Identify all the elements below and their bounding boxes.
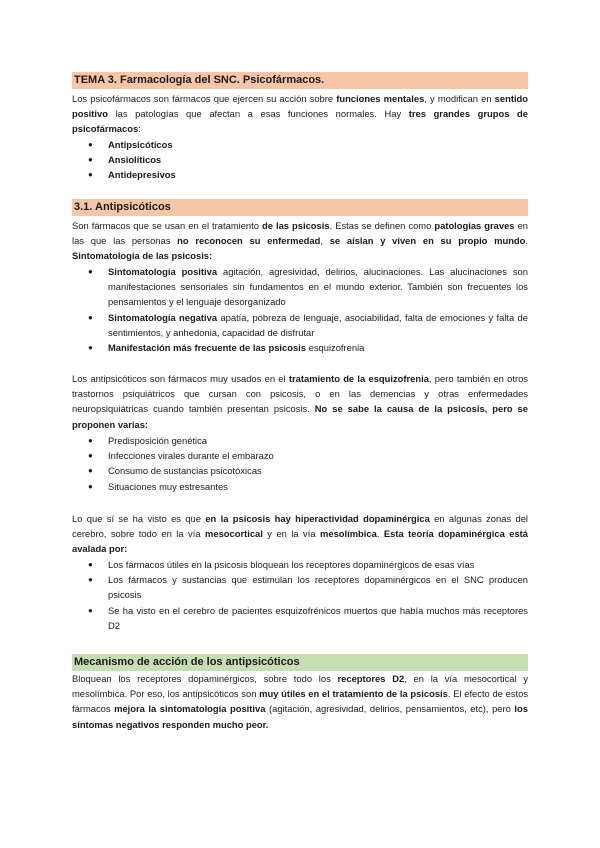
list-item: ● Manifestación más frecuente de las psicosis esquizofrenia <box>72 340 528 355</box>
list-item: ● Antidepresivos <box>72 167 528 182</box>
list-item: ● Ansiolíticos <box>72 152 528 167</box>
list-item: ● Predisposición genética <box>72 433 528 448</box>
list-item: ● Se ha visto en el cerebro de pacientes esquizofrénicos muertos que había muchos más receptores D2 <box>72 603 528 633</box>
causes-list <box>72 433 528 494</box>
symptoms-list <box>72 264 528 355</box>
list-item: ● Consumo de sustancias psicotóxicas <box>72 463 528 478</box>
list-item: ● Sintomatología negativa apatía, pobreza de lenguaje, asociabilidad, falta de emociones y falta de sentimientos, y anhedonia, capacidad de disfrutar <box>72 310 528 340</box>
evidence-list <box>72 557 528 633</box>
list-item: ● Sintomatología positiva agitación, agresividad, delirios, alucinaciones. Las alucinaciones son manifestaciones sensoriales sin fundamentos en el mundo exterior. También son frecuentes los pensamientos y el lenguaje desorganizado <box>72 264 528 310</box>
list-item: ● Antipsicóticos <box>72 137 528 152</box>
list-item: ● Los fármacos y sustancias que estimulan los receptores dopaminérgicos en el SNC producen psicosis <box>72 572 528 602</box>
antipsychotics-usage-paragraph: Los antipsicóticos son fármacos muy usados en el tratamiento de la esquizofrenia, pero también en otros trastornos psiquiátricos que cursan con psicosis, o en las demencias y otras enfermedades neuropsiquiátricas cuando también presentan psicosis. No se sabe la causa de la psicosis, pero se proponen varias: <box>72 373 528 430</box>
section-heading-antipsicoticos: 3.1. Antipsicóticos <box>72 199 528 216</box>
list-item: ● Situaciones muy estresantes <box>72 479 528 494</box>
psychodrug-groups-list <box>72 137 528 183</box>
dopamine-theory-paragraph: Lo que sí se ha visto es que en la psicosis hay hiperactividad dopaminérgica en algunas zonas del cerebro, sobre todo en la vía mesocortical y en la vía mesolímbica. Esta teoría dopaminérgica está avalada por: <box>72 513 529 555</box>
page-title: TEMA 3. Farmacología del SNC. Psicofármacos. <box>72 72 528 89</box>
psychosis-definition-paragraph: Son fármacos que se usan en el tratamiento de las psicosis. Estas se definen como patologías graves en las que las personas no reconocen su enfermedad, se aíslan y viven en su propio mundo. Sintomatología de las psicosis: <box>72 220 528 262</box>
list-item: ● Infecciones virales durante el embarazo <box>72 448 528 463</box>
section-heading-mecanismo: Mecanismo de acción de los antipsicóticos <box>72 654 528 671</box>
intro-paragraph: Los psicofármacos son fármacos que ejercen su acción sobre funciones mentales, y modifican en sentido positivo las patologías que afectan a esas funciones normales. Hay tres grandes grupos de psicofármacos: <box>72 93 529 135</box>
list-item: ● Los fármacos útiles en la psicosis bloquean los receptores dopaminérgicos de esas vías <box>72 557 528 572</box>
mechanism-paragraph: Bloquean los receptores dopaminérgicos, sobre todo los receptores D2, en la vía mesocortical y mesolímbica. Por eso, los antipsicóticos son muy útiles en el tratamiento de la psicosis. El efecto de estos fármacos mejora la sintomatología positiva (agitación, agresividad, delirios, pensamientos, etc), pero los síntomas negativos responden mucho peor. <box>72 673 529 730</box>
